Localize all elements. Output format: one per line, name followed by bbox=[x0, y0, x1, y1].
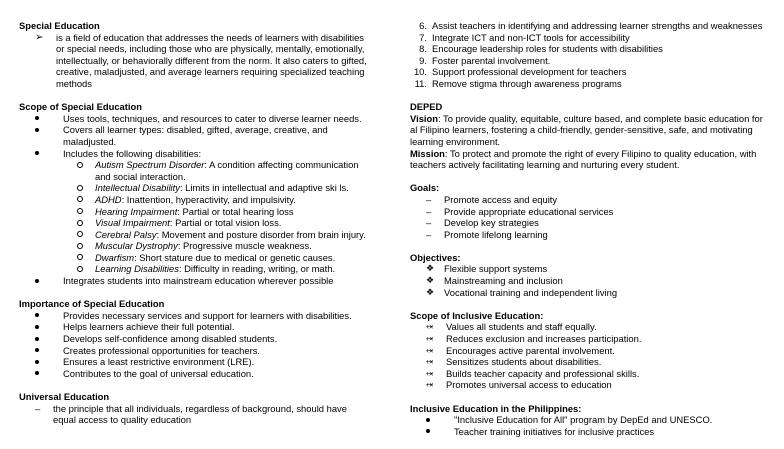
disability-item: Visual Impairment: Partial or total vision loss. bbox=[19, 217, 369, 229]
numbered-item: 9. Foster parental involvement. bbox=[419, 54, 551, 66]
list-item: – Promote lifelong learning bbox=[410, 229, 766, 241]
ring-bullet-icon bbox=[19, 194, 95, 206]
philippines-heading: Inclusive Education in the Philippines: bbox=[410, 402, 582, 414]
swirl-bullet-icon: ⬾ bbox=[426, 344, 434, 355]
importance-heading: Importance of Special Education bbox=[19, 298, 165, 310]
list-item: ⬾ Reduces exclusion and increases participation. bbox=[410, 333, 766, 345]
bullet-icon bbox=[19, 148, 63, 160]
bullet-icon bbox=[19, 275, 63, 287]
disability-item: Learning Disabilities: Difficulty in reading, writing, or math. bbox=[19, 263, 369, 275]
list-item: ⬾ Builds teacher capacity and professional skills. bbox=[410, 368, 766, 380]
universal-section bbox=[19, 391, 369, 426]
list-item: Integrates students into mainstream education wherever possible bbox=[19, 275, 369, 287]
list-item: – Promote access and equity bbox=[410, 194, 766, 206]
list-item: Ensures a least restrictive environment (LRE). bbox=[19, 356, 369, 368]
swirl-bullet-icon: ⬾ bbox=[426, 367, 434, 378]
bullet-icon bbox=[19, 345, 63, 357]
inclusive-scope-heading: Scope of Inclusive Education: bbox=[410, 309, 544, 321]
list-item: – Develop key strategies bbox=[410, 217, 766, 229]
numbered-list bbox=[410, 20, 766, 90]
importance-section bbox=[19, 298, 369, 379]
list-item: ⬾ Values all students and staff equally. bbox=[410, 321, 766, 333]
left-column bbox=[19, 0, 369, 437]
goals-heading: Goals: bbox=[410, 182, 440, 194]
arrow-bullet-icon: ➢ bbox=[35, 31, 44, 43]
scope-heading: Scope of Special Education bbox=[19, 101, 142, 113]
disability-item: Intellectual Disability: Limits in intellectual and adaptive ski ls. bbox=[19, 182, 369, 194]
list-item: ⬾ Sensitizes students about disabilities. bbox=[410, 356, 766, 368]
list-item: ➢ is a field of education that addresses the needs of learners with disabilities or special needs, including those who are physically, mentally, emotionally, intellectually, or behaviorally different from the norm. It also caters to gifted, creative, maladjusted, and average learners requiring specialized teaching methods bbox=[19, 32, 369, 90]
list-item: Creates professional opportunities for teachers. bbox=[19, 345, 369, 357]
disability-item: Muscular Dystrophy: Progressive muscle weakness. bbox=[19, 240, 369, 252]
list-item: Includes the following disabilities: bbox=[19, 148, 369, 160]
scope-section bbox=[19, 101, 369, 287]
list-item: ❖ Flexible support systems bbox=[410, 263, 766, 275]
objectives-section bbox=[410, 252, 766, 298]
bullet-icon bbox=[19, 124, 63, 136]
list-item: – Provide appropriate educational services bbox=[410, 206, 766, 218]
disability-item: ADHD: Inattention, hyperactivity, and impulsivity. bbox=[19, 194, 369, 206]
bullet-icon bbox=[19, 113, 63, 125]
dash-bullet-icon: – bbox=[35, 402, 41, 414]
swirl-bullet-icon: ⬾ bbox=[426, 321, 434, 332]
swirl-bullet-icon: ⬾ bbox=[426, 379, 434, 390]
universal-heading: Universal Education bbox=[19, 391, 110, 402]
special-education-heading: Special Education bbox=[19, 20, 100, 31]
mission-paragraph: Mission: To protect and promote the right of every Filipino to quality education, with teachers actively facilitating learning and nurturing every student. bbox=[410, 147, 757, 171]
list-item: – the principle that all individuals, regardless of background, should have equal access to quality education bbox=[19, 403, 369, 426]
diamond-bullet-icon: ❖ bbox=[426, 263, 435, 274]
numbered-item: 8. Encourage leadership roles for students with disabilities bbox=[419, 43, 663, 55]
vision-paragraph: Vision: To provide quality, equitable, culture based, and complete basic education for al Filipino learners, fostering a child-friendly, gender-sensitive, safe, and motivating learning environment. bbox=[410, 112, 763, 147]
dash-bullet-icon: – bbox=[426, 193, 432, 205]
list-item: ⬾ Encourages active parental involvement. bbox=[410, 345, 766, 357]
bullet-icon bbox=[410, 426, 454, 438]
list-item: Develops self-confidence among disabled students. bbox=[19, 333, 369, 345]
list-item: ❖ Vocational training and independent living bbox=[410, 287, 766, 299]
dash-bullet-icon: – bbox=[426, 205, 432, 217]
list-item: Uses tools, techniques, and resources to cater to diverse learner needs. bbox=[19, 113, 369, 125]
disability-item: Cerebral Palsy: Movement and posture disorder from brain injury. bbox=[19, 229, 369, 241]
bullet-icon bbox=[19, 310, 63, 322]
philippines-section bbox=[410, 403, 766, 438]
diamond-bullet-icon: ❖ bbox=[426, 275, 435, 286]
numbered-item: 10. Support professional development for teachers bbox=[413, 66, 627, 78]
numbered-item: 11. Remove stigma through awareness programs bbox=[414, 77, 622, 89]
ring-bullet-icon bbox=[19, 217, 95, 229]
numbered-item: 6. Assist teachers in identifying and addressing learner strengths and weaknesses bbox=[419, 20, 763, 31]
bullet-icon bbox=[19, 368, 63, 380]
ring-bullet-icon bbox=[19, 263, 95, 275]
list-item: Teacher training initiatives for inclusive practices bbox=[410, 426, 766, 438]
right-column bbox=[410, 0, 766, 449]
list-item: Provides necessary services and support for learners with disabilities. bbox=[19, 310, 369, 322]
swirl-bullet-icon: ⬾ bbox=[426, 333, 434, 344]
dash-bullet-icon: – bbox=[426, 228, 432, 240]
ring-bullet-icon bbox=[19, 240, 95, 252]
list-item: ⬾ Promotes universal access to education bbox=[410, 379, 766, 391]
diamond-bullet-icon: ❖ bbox=[426, 286, 435, 297]
list-item: ❖ Mainstreaming and inclusion bbox=[410, 275, 766, 287]
list-item: Helps learners achieve their full potential. bbox=[19, 321, 369, 333]
dash-bullet-icon: – bbox=[426, 217, 432, 229]
list-item: Covers all learner types: disabled, gifted, average, creative, and maladjusted. bbox=[19, 124, 369, 147]
ring-bullet-icon bbox=[19, 206, 95, 218]
objectives-heading: Objectives: bbox=[410, 251, 461, 263]
bullet-icon bbox=[19, 321, 63, 333]
ring-bullet-icon bbox=[19, 182, 95, 194]
goals-section bbox=[410, 182, 766, 240]
ring-bullet-icon bbox=[19, 252, 95, 264]
swirl-bullet-icon: ⬾ bbox=[426, 356, 434, 367]
numbered-item: 7. Integrate ICT and non-ICT tools for accessibility bbox=[419, 31, 630, 43]
list-item: Contributes to the goal of universal education. bbox=[19, 368, 369, 380]
disability-item: Dwarfism: Short stature due to medical or genetic causes. bbox=[19, 252, 369, 264]
deped-section bbox=[410, 101, 766, 171]
list-item: "Inclusive Education for All" program by DepEd and UNESCO. bbox=[410, 414, 766, 426]
bullet-icon bbox=[19, 333, 63, 345]
bullet-icon bbox=[410, 414, 454, 426]
special-education-section bbox=[19, 20, 369, 90]
ring-bullet-icon bbox=[19, 229, 95, 241]
inclusive-scope-section bbox=[410, 310, 766, 391]
deped-heading: DEPED bbox=[410, 101, 443, 113]
disability-item: Hearing Impairment: Partial or total hearing loss bbox=[19, 206, 369, 218]
ring-bullet-icon bbox=[19, 159, 95, 171]
bullet-icon bbox=[19, 356, 63, 368]
disability-item: Autism Spectrum Disorder: A condition affecting communication and social interaction. bbox=[19, 159, 369, 182]
